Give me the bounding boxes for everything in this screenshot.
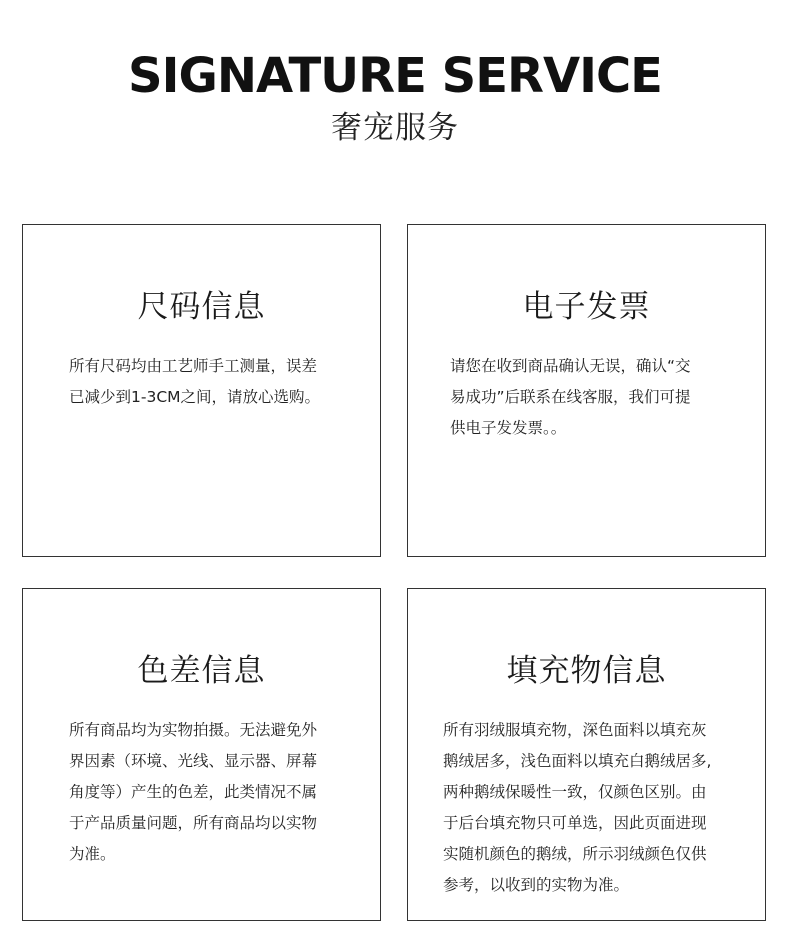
card-title-filling-info: 填充物信息 bbox=[506, 653, 667, 689]
card-text-line: 易成功”后联系在线客服，我们可提 bbox=[450, 388, 691, 406]
page-title-chinese: 奢宠服务 bbox=[331, 110, 459, 146]
card-text-line: 为准。 bbox=[69, 845, 116, 863]
page-title-english: SIGNATURE SERVICE bbox=[128, 48, 662, 104]
card-text-line: 角度等）产生的色差，此类情况不属 bbox=[69, 783, 318, 801]
page-header bbox=[0, 48, 790, 148]
card-text-line: 实随机颜色的鹅绒，所示羽绒颜色仅供 bbox=[443, 845, 707, 863]
size-info-card bbox=[22, 224, 381, 557]
filling-info-card bbox=[407, 588, 766, 921]
card-body-filling-info bbox=[443, 715, 711, 901]
e-invoice-card bbox=[407, 224, 766, 557]
card-text-line: 所有羽绒服填充物，深色面料以填充灰 bbox=[443, 721, 707, 739]
card-text-line: 参考，以收到的实物为准。 bbox=[443, 876, 630, 894]
color-difference-card bbox=[22, 588, 381, 921]
card-text-line: 于后台填充物只可单选，因此页面进现 bbox=[443, 814, 707, 832]
card-text-line: 供电子发发票。。 bbox=[450, 419, 567, 437]
card-text-line: 界因素（环境、光线、显示器、屏幕 bbox=[69, 752, 318, 770]
card-title-e-invoice: 电子发票 bbox=[522, 289, 651, 325]
card-title-color-difference: 色差信息 bbox=[137, 653, 266, 689]
card-text-line: 鹅绒居多，浅色面料以填充白鹅绒居多, bbox=[443, 752, 712, 770]
card-text-line: 所有商品均为实物拍摄。无法避免外 bbox=[69, 721, 318, 739]
card-text-line: 两种鹅绒保暖性一致，仅颜色区别。由 bbox=[443, 783, 707, 801]
card-text-line: 所有尺码均由工艺师手工测量，误差 bbox=[69, 357, 318, 375]
card-text-line: 已减少到1-3CM之间，请放心选购。 bbox=[69, 388, 321, 406]
card-body-size-info bbox=[69, 351, 320, 413]
card-text-line: 于产品质量问题，所有商品均以实物 bbox=[69, 814, 318, 832]
card-body-color-difference bbox=[69, 715, 317, 870]
card-body-e-invoice bbox=[450, 351, 691, 444]
card-title-size-info: 尺码信息 bbox=[137, 289, 266, 325]
card-text-line: 请您在收到商品确认无误，确认“交 bbox=[450, 357, 691, 375]
